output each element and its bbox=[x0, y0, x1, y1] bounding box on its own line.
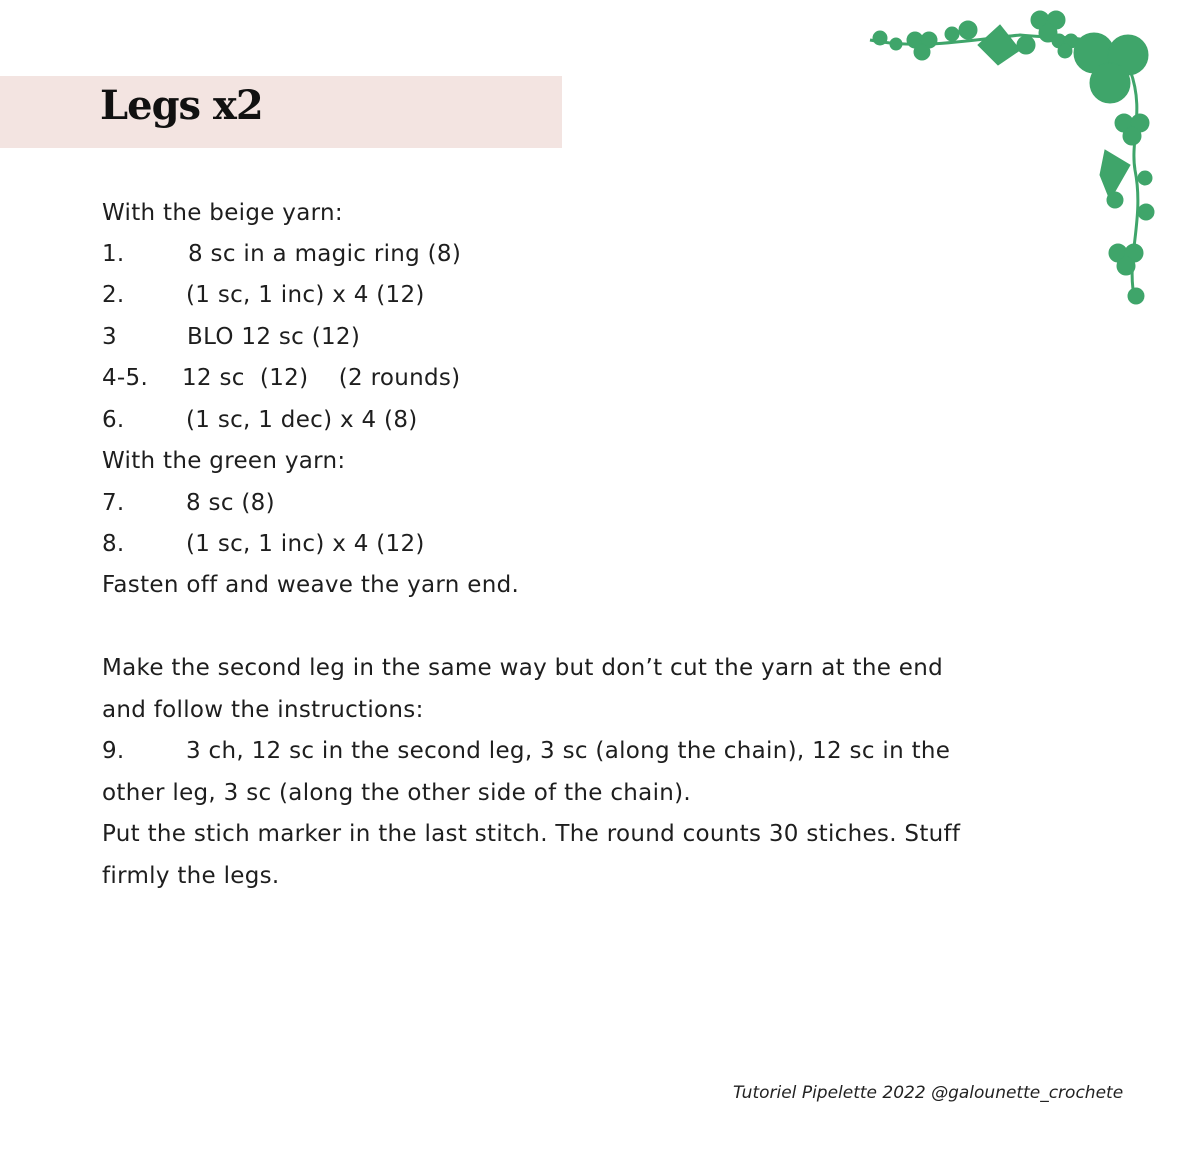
shamrock-vine-icon bbox=[860, 0, 1170, 320]
round-number: 9. bbox=[102, 738, 125, 764]
round-text: 3 ch, 12 sc in the second leg, 3 sc (along the chain), 12 sc in the bbox=[186, 738, 951, 764]
round-number: 2. bbox=[102, 282, 125, 308]
round-number: 8. bbox=[102, 531, 125, 557]
round-text: 8 sc in a magic ring (8) bbox=[188, 241, 462, 267]
round-text: 12 sc (12) (2 rounds) bbox=[182, 365, 461, 391]
round-number: 1. bbox=[102, 241, 125, 267]
round-9-line-2: other leg, 3 sc (along the other side of the chain). bbox=[102, 780, 692, 806]
marker-line-2: firmly the legs. bbox=[102, 863, 280, 889]
second-leg-line-1: Make the second leg in the same way but don’t cut the yarn at the end bbox=[102, 655, 944, 681]
page-title: Legs x2 bbox=[100, 82, 263, 129]
round-text: (1 sc, 1 inc) x 4 (12) bbox=[186, 531, 425, 557]
round-number: 3 bbox=[102, 324, 117, 350]
round-text: BLO 12 sc (12) bbox=[187, 324, 361, 350]
marker-line-1: Put the stich marker in the last stitch. The round counts 30 stiches. Stuff bbox=[102, 821, 961, 847]
title-band bbox=[0, 76, 562, 148]
footer-credit: Tutoriel Pipelette 2022 @galounette_crochete bbox=[733, 1083, 1124, 1103]
round-number: 7. bbox=[102, 490, 125, 516]
intro-green: With the green yarn: bbox=[102, 448, 346, 474]
round-number: 6. bbox=[102, 407, 125, 433]
round-number: 4-5. bbox=[102, 365, 149, 391]
second-leg-line-2: and follow the instructions: bbox=[102, 697, 424, 723]
intro-beige: With the beige yarn: bbox=[102, 200, 343, 226]
round-text: (1 sc, 1 dec) x 4 (8) bbox=[186, 407, 418, 433]
fasten-off-text: Fasten off and weave the yarn end. bbox=[102, 572, 520, 598]
round-text: 8 sc (8) bbox=[186, 490, 275, 516]
round-text: (1 sc, 1 inc) x 4 (12) bbox=[186, 282, 425, 308]
